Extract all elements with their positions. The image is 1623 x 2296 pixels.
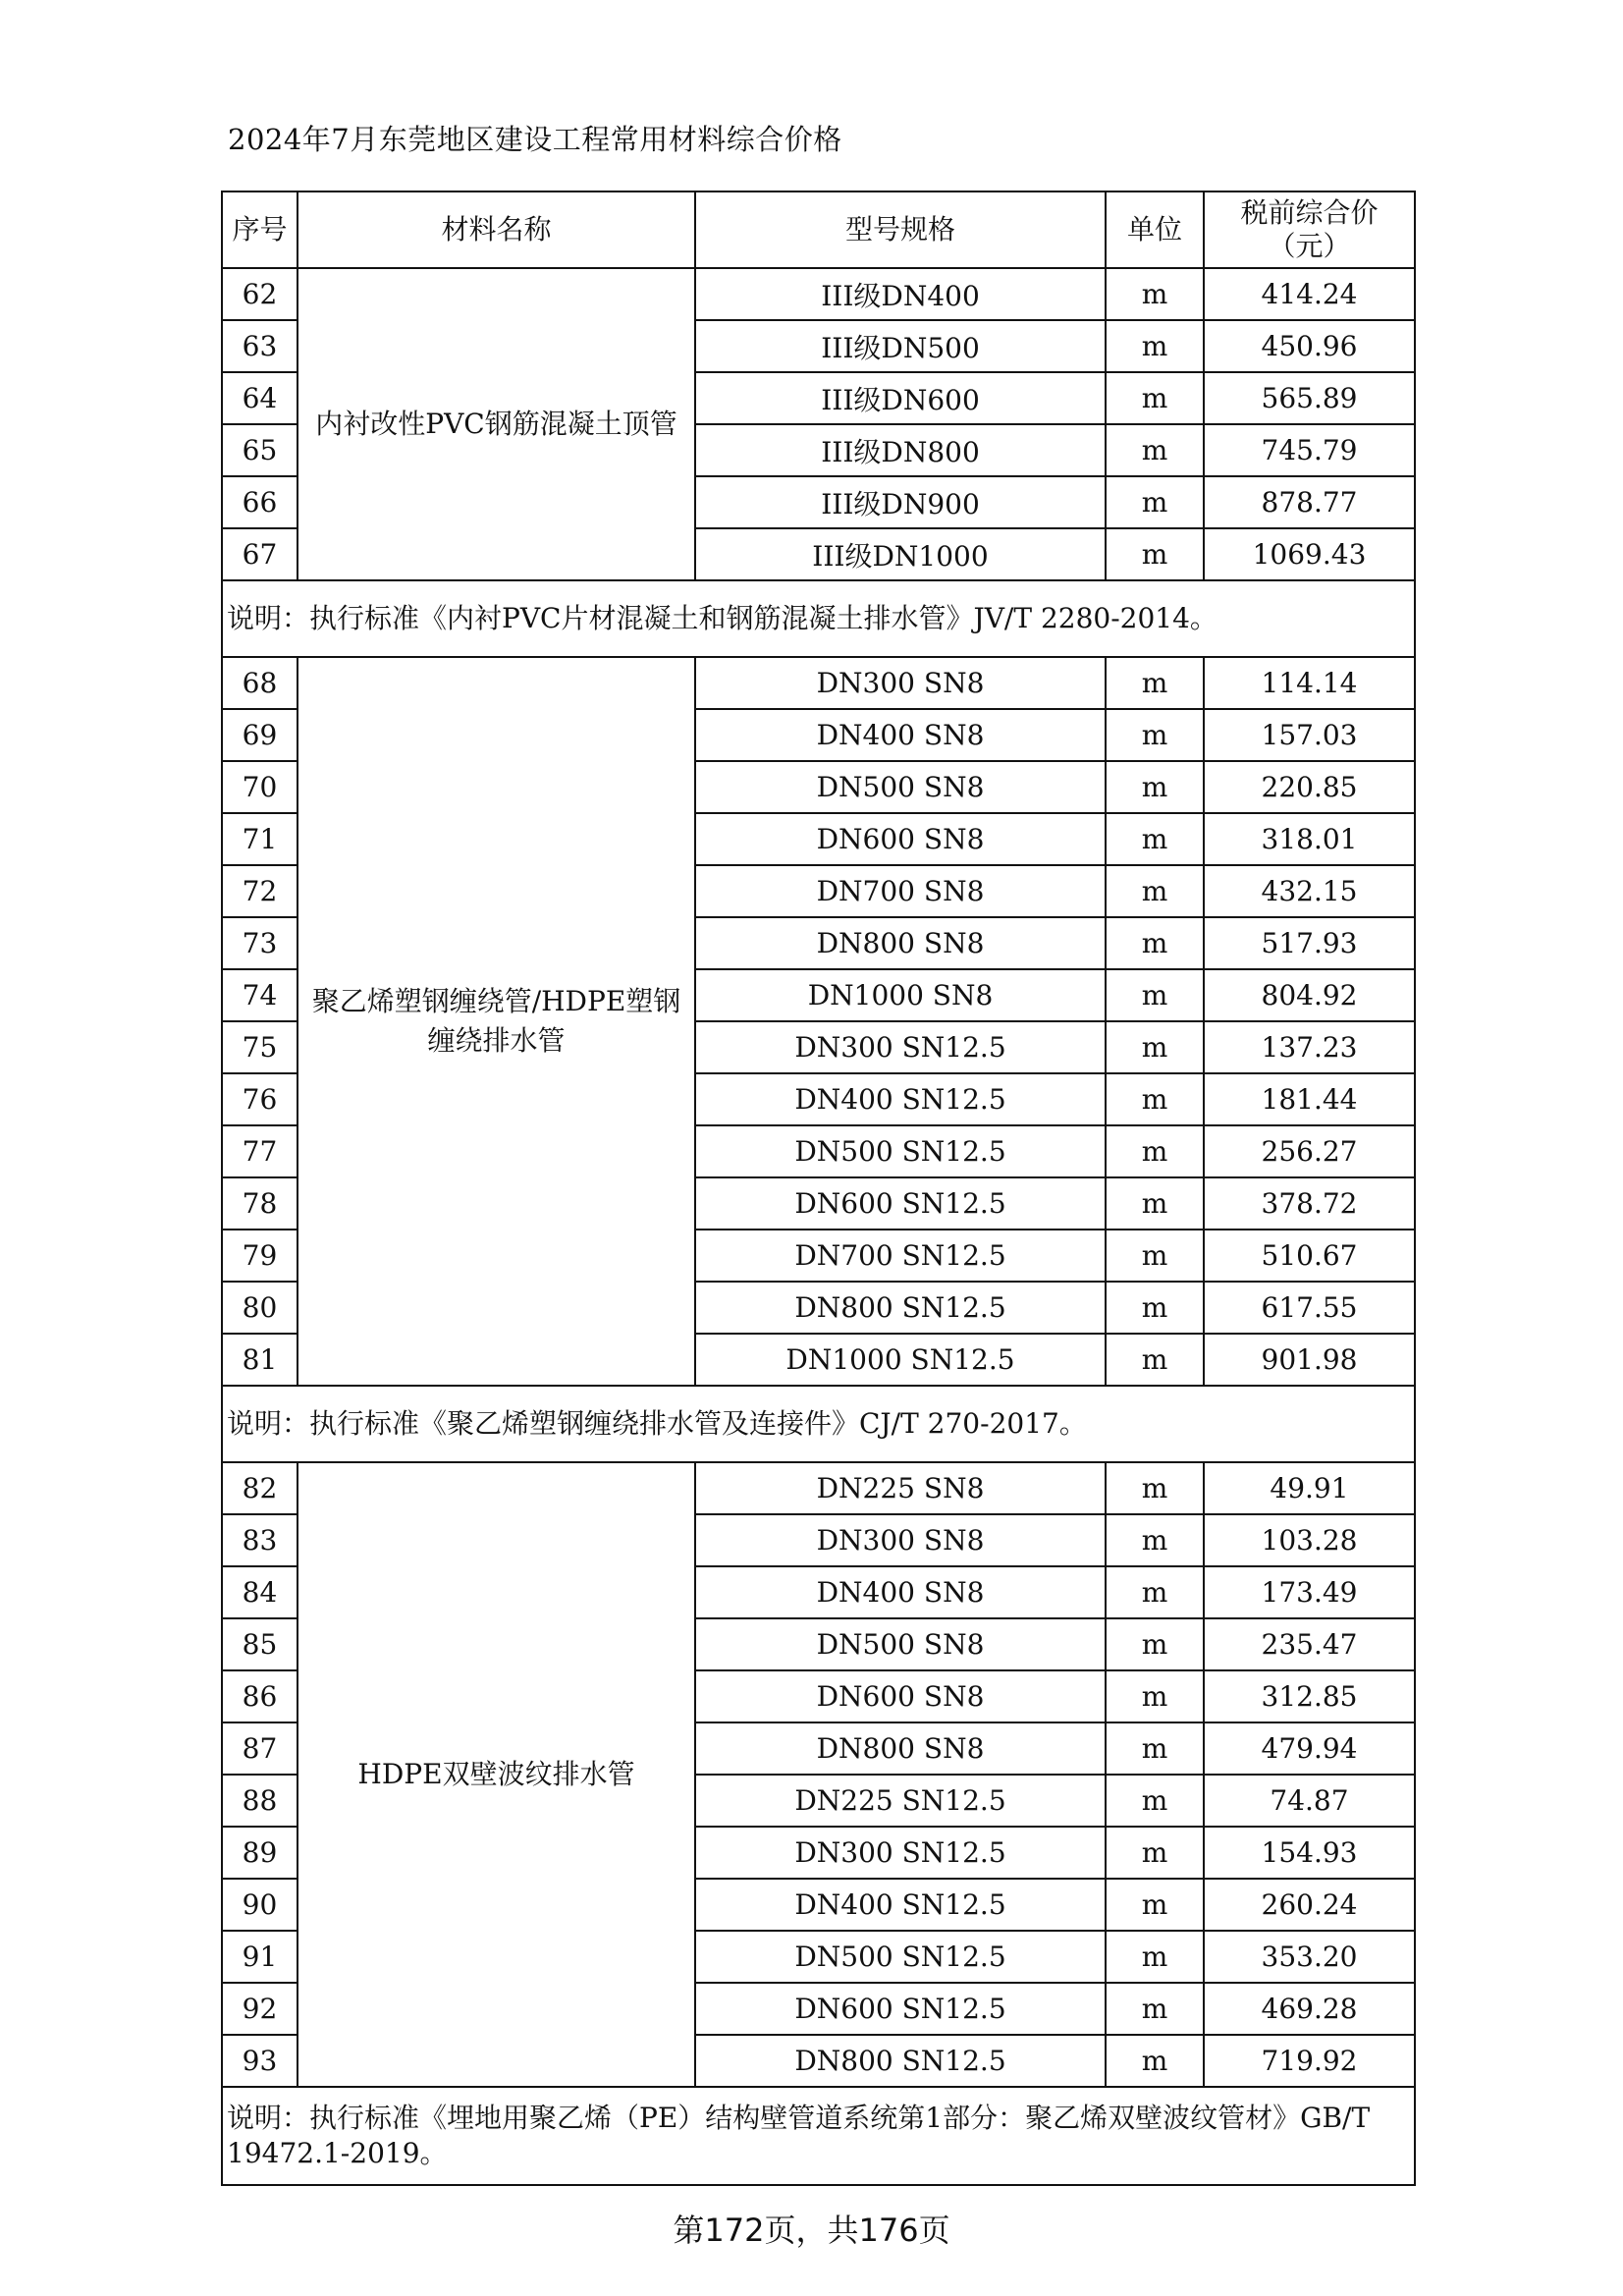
row-unit: m bbox=[1106, 476, 1204, 528]
row-price: 312.85 bbox=[1204, 1670, 1415, 1722]
row-spec: DN400 SN12.5 bbox=[695, 1073, 1106, 1125]
row-unit: m bbox=[1106, 1983, 1204, 2035]
row-unit: m bbox=[1106, 1282, 1204, 1334]
row-unit: m bbox=[1106, 372, 1204, 424]
row-price: 318.01 bbox=[1204, 813, 1415, 865]
row-unit: m bbox=[1106, 657, 1204, 709]
row-number: 92 bbox=[222, 1983, 298, 2035]
row-unit: m bbox=[1106, 1879, 1204, 1931]
row-unit: m bbox=[1106, 865, 1204, 917]
note-row bbox=[222, 580, 1415, 657]
header-unit: 单位 bbox=[1106, 191, 1204, 268]
row-unit: m bbox=[1106, 1827, 1204, 1879]
row-unit: m bbox=[1106, 1775, 1204, 1827]
table-body bbox=[222, 268, 1415, 2185]
row-price: 432.15 bbox=[1204, 865, 1415, 917]
row-spec: DN1000 SN8 bbox=[695, 969, 1106, 1021]
row-spec: DN300 SN12.5 bbox=[695, 1021, 1106, 1073]
row-spec: DN400 SN8 bbox=[695, 709, 1106, 761]
row-price: 565.89 bbox=[1204, 372, 1415, 424]
row-spec: DN500 SN12.5 bbox=[695, 1125, 1106, 1177]
header-name: 材料名称 bbox=[298, 191, 695, 268]
note-row bbox=[222, 1386, 1415, 1462]
row-number: 73 bbox=[222, 917, 298, 969]
header-price-line2: （元） bbox=[1268, 230, 1351, 262]
table-row bbox=[222, 657, 1415, 709]
header-spec: 型号规格 bbox=[695, 191, 1106, 268]
row-number: 86 bbox=[222, 1670, 298, 1722]
row-number: 82 bbox=[222, 1462, 298, 1514]
note-row bbox=[222, 2087, 1415, 2185]
row-spec: III级DN900 bbox=[695, 476, 1106, 528]
row-number: 70 bbox=[222, 761, 298, 813]
row-spec: III级DN500 bbox=[695, 320, 1106, 372]
row-price: 719.92 bbox=[1204, 2035, 1415, 2087]
row-unit: m bbox=[1106, 709, 1204, 761]
row-number: 67 bbox=[222, 528, 298, 580]
row-price: 220.85 bbox=[1204, 761, 1415, 813]
section-note: 说明：执行标准《聚乙烯塑钢缠绕排水管及连接件》CJ/T 270-2017。 bbox=[222, 1386, 1415, 1462]
row-unit: m bbox=[1106, 761, 1204, 813]
row-number: 83 bbox=[222, 1514, 298, 1566]
row-price: 49.91 bbox=[1204, 1462, 1415, 1514]
row-price: 517.93 bbox=[1204, 917, 1415, 969]
row-unit: m bbox=[1106, 1021, 1204, 1073]
document-title: 2024年7月东莞地区建设工程常用材料综合价格 bbox=[228, 123, 842, 156]
row-price: 1069.43 bbox=[1204, 528, 1415, 580]
row-unit: m bbox=[1106, 813, 1204, 865]
row-number: 66 bbox=[222, 476, 298, 528]
row-spec: III级DN800 bbox=[695, 424, 1106, 476]
row-number: 93 bbox=[222, 2035, 298, 2087]
row-number: 74 bbox=[222, 969, 298, 1021]
row-spec: DN300 SN12.5 bbox=[695, 1827, 1106, 1879]
row-unit: m bbox=[1106, 1514, 1204, 1566]
row-unit: m bbox=[1106, 268, 1204, 320]
row-number: 88 bbox=[222, 1775, 298, 1827]
row-spec: DN400 SN12.5 bbox=[695, 1879, 1106, 1931]
row-unit: m bbox=[1106, 320, 1204, 372]
row-spec: DN300 SN8 bbox=[695, 657, 1106, 709]
row-spec: DN800 SN12.5 bbox=[695, 2035, 1106, 2087]
row-spec: III级DN1000 bbox=[695, 528, 1106, 580]
table-row bbox=[222, 268, 1415, 320]
row-price: 450.96 bbox=[1204, 320, 1415, 372]
row-price: 745.79 bbox=[1204, 424, 1415, 476]
row-price: 173.49 bbox=[1204, 1566, 1415, 1618]
row-price: 256.27 bbox=[1204, 1125, 1415, 1177]
row-spec: DN600 SN12.5 bbox=[695, 1177, 1106, 1230]
row-unit: m bbox=[1106, 1931, 1204, 1983]
price-table bbox=[221, 191, 1416, 2186]
row-spec: DN800 SN12.5 bbox=[695, 1282, 1106, 1334]
row-spec: DN700 SN12.5 bbox=[695, 1230, 1106, 1282]
row-price: 157.03 bbox=[1204, 709, 1415, 761]
row-price: 74.87 bbox=[1204, 1775, 1415, 1827]
header-no: 序号 bbox=[222, 191, 298, 268]
row-unit: m bbox=[1106, 1177, 1204, 1230]
row-number: 63 bbox=[222, 320, 298, 372]
row-price: 901.98 bbox=[1204, 1334, 1415, 1386]
row-number: 62 bbox=[222, 268, 298, 320]
row-number: 75 bbox=[222, 1021, 298, 1073]
header-price bbox=[1204, 191, 1415, 268]
row-number: 72 bbox=[222, 865, 298, 917]
row-number: 90 bbox=[222, 1879, 298, 1931]
row-unit: m bbox=[1106, 1230, 1204, 1282]
row-price: 260.24 bbox=[1204, 1879, 1415, 1931]
row-spec: DN300 SN8 bbox=[695, 1514, 1106, 1566]
header-price-line1: 税前综合价 bbox=[1240, 196, 1379, 229]
section-note: 说明：执行标准《内衬PVC片材混凝土和钢筋混凝土排水管》JV/T 2280-2014。 bbox=[222, 580, 1415, 657]
row-spec: DN225 SN8 bbox=[695, 1462, 1106, 1514]
row-price: 414.24 bbox=[1204, 268, 1415, 320]
row-spec: III级DN400 bbox=[695, 268, 1106, 320]
row-unit: m bbox=[1106, 1073, 1204, 1125]
row-number: 89 bbox=[222, 1827, 298, 1879]
row-price: 617.55 bbox=[1204, 1282, 1415, 1334]
row-spec: DN500 SN8 bbox=[695, 761, 1106, 813]
header-row bbox=[222, 191, 1415, 268]
row-number: 91 bbox=[222, 1931, 298, 1983]
row-unit: m bbox=[1106, 424, 1204, 476]
row-spec: III级DN600 bbox=[695, 372, 1106, 424]
row-spec: DN600 SN8 bbox=[695, 813, 1106, 865]
row-number: 85 bbox=[222, 1618, 298, 1670]
row-number: 79 bbox=[222, 1230, 298, 1282]
row-price: 114.14 bbox=[1204, 657, 1415, 709]
row-spec: DN400 SN8 bbox=[695, 1566, 1106, 1618]
row-unit: m bbox=[1106, 1462, 1204, 1514]
material-name: 内衬改性PVC钢筋混凝土顶管 bbox=[298, 268, 695, 580]
row-unit: m bbox=[1106, 2035, 1204, 2087]
row-unit: m bbox=[1106, 1618, 1204, 1670]
row-spec: DN600 SN8 bbox=[695, 1670, 1106, 1722]
row-spec: DN500 SN12.5 bbox=[695, 1931, 1106, 1983]
row-unit: m bbox=[1106, 917, 1204, 969]
row-number: 71 bbox=[222, 813, 298, 865]
row-price: 479.94 bbox=[1204, 1722, 1415, 1775]
row-number: 68 bbox=[222, 657, 298, 709]
row-spec: DN500 SN8 bbox=[695, 1618, 1106, 1670]
material-name: 聚乙烯塑钢缠绕管/HDPE塑钢缠绕排水管 bbox=[298, 657, 695, 1386]
row-price: 103.28 bbox=[1204, 1514, 1415, 1566]
row-spec: DN800 SN8 bbox=[695, 917, 1106, 969]
row-unit: m bbox=[1106, 1125, 1204, 1177]
row-price: 878.77 bbox=[1204, 476, 1415, 528]
row-price: 181.44 bbox=[1204, 1073, 1415, 1125]
row-unit: m bbox=[1106, 1722, 1204, 1775]
row-price: 353.20 bbox=[1204, 1931, 1415, 1983]
row-number: 87 bbox=[222, 1722, 298, 1775]
row-price: 137.23 bbox=[1204, 1021, 1415, 1073]
row-unit: m bbox=[1106, 1334, 1204, 1386]
row-spec: DN800 SN8 bbox=[695, 1722, 1106, 1775]
row-unit: m bbox=[1106, 528, 1204, 580]
row-number: 77 bbox=[222, 1125, 298, 1177]
row-number: 84 bbox=[222, 1566, 298, 1618]
row-price: 804.92 bbox=[1204, 969, 1415, 1021]
row-spec: DN700 SN8 bbox=[695, 865, 1106, 917]
row-price: 235.47 bbox=[1204, 1618, 1415, 1670]
row-number: 76 bbox=[222, 1073, 298, 1125]
table-row bbox=[222, 1462, 1415, 1514]
row-number: 64 bbox=[222, 372, 298, 424]
row-unit: m bbox=[1106, 1670, 1204, 1722]
row-number: 65 bbox=[222, 424, 298, 476]
row-number: 81 bbox=[222, 1334, 298, 1386]
row-number: 69 bbox=[222, 709, 298, 761]
row-price: 378.72 bbox=[1204, 1177, 1415, 1230]
row-unit: m bbox=[1106, 969, 1204, 1021]
row-price: 154.93 bbox=[1204, 1827, 1415, 1879]
row-spec: DN225 SN12.5 bbox=[695, 1775, 1106, 1827]
row-spec: DN600 SN12.5 bbox=[695, 1983, 1106, 2035]
row-price: 469.28 bbox=[1204, 1983, 1415, 2035]
row-number: 80 bbox=[222, 1282, 298, 1334]
material-name: HDPE双壁波纹排水管 bbox=[298, 1462, 695, 2087]
page-footer: 第172页，共176页 bbox=[673, 2212, 950, 2249]
row-unit: m bbox=[1106, 1566, 1204, 1618]
row-spec: DN1000 SN12.5 bbox=[695, 1334, 1106, 1386]
section-note: 说明：执行标准《埋地用聚乙烯（PE）结构壁管道系统第1部分：聚乙烯双壁波纹管材》GB/T 19472.1-2019。 bbox=[222, 2087, 1415, 2185]
row-price: 510.67 bbox=[1204, 1230, 1415, 1282]
row-number: 78 bbox=[222, 1177, 298, 1230]
